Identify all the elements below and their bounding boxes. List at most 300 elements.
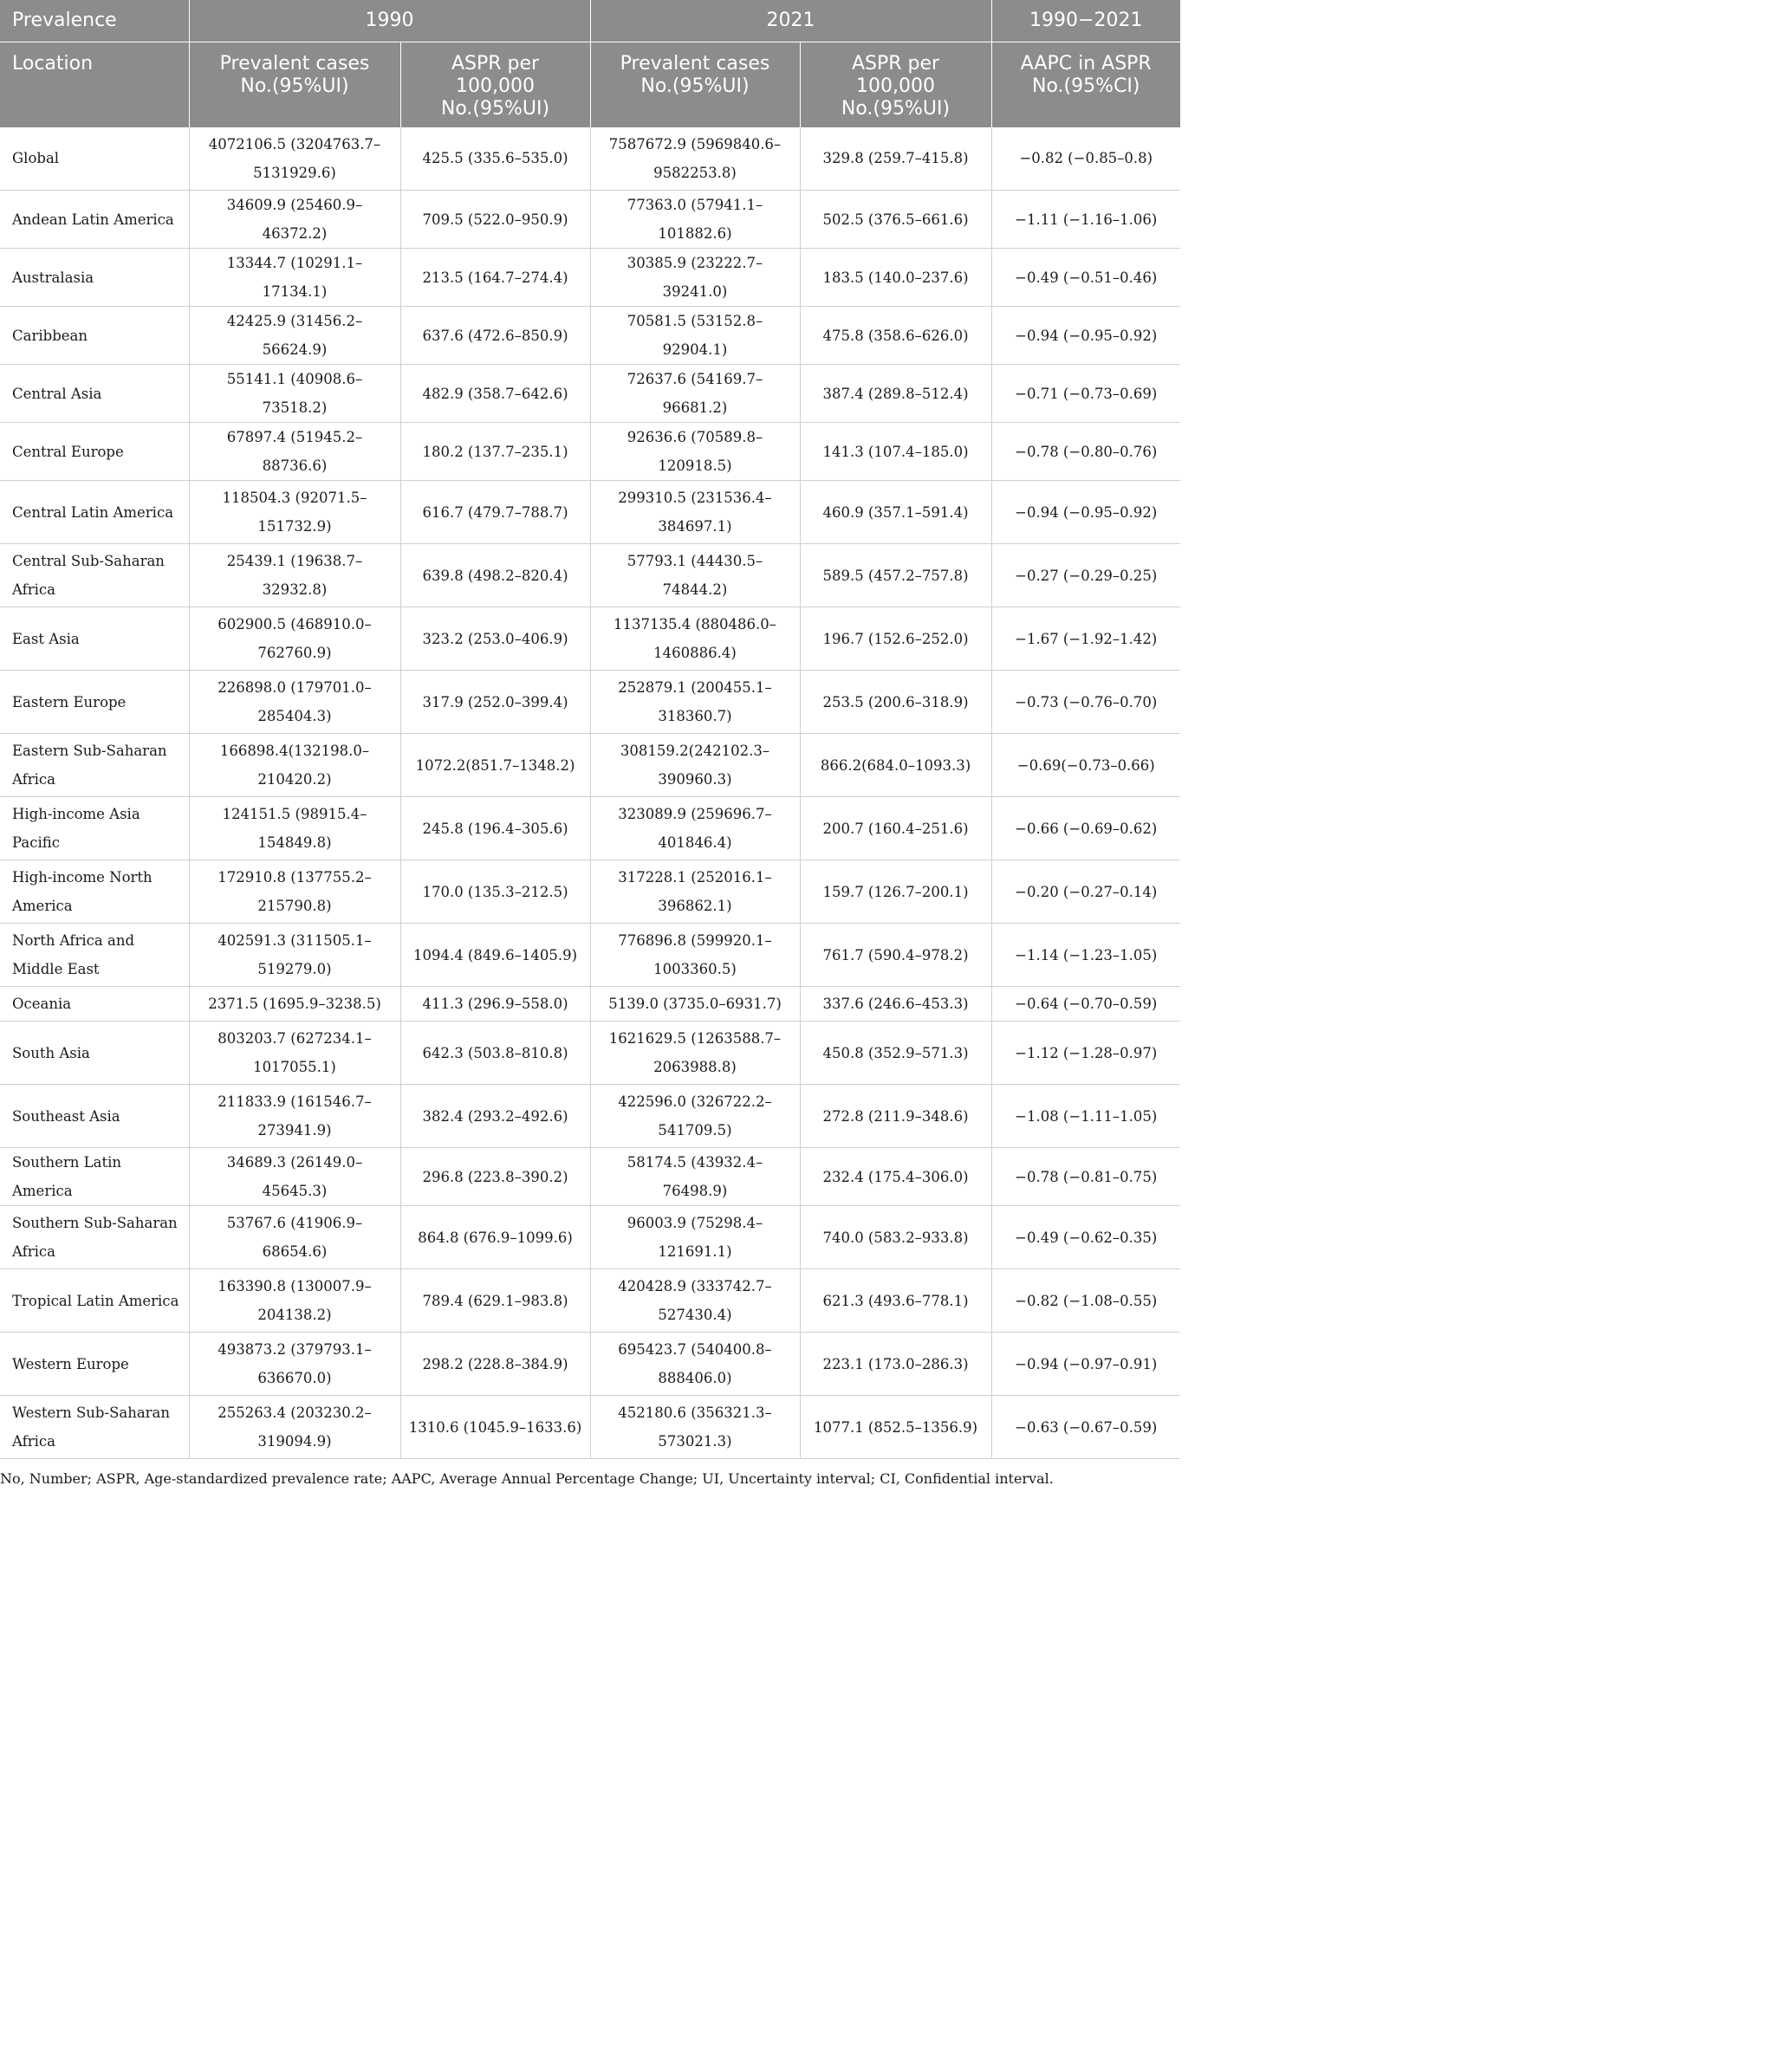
cell-line: 34609.9 (25460.9–46372.2) — [226, 197, 363, 242]
table-row — [0, 924, 1180, 987]
cell-line: 180.2 (137.7–235.1) — [422, 443, 568, 460]
cell-line: −0.94 (−0.95–0.92) — [1015, 327, 1158, 344]
cell-line: 285404.3) — [257, 708, 332, 724]
cell-line: 493873.2 (379793.1– — [218, 1341, 372, 1358]
header-year-range: 1990−2021 — [991, 0, 1180, 42]
cell-line: 637.6 (472.6–850.9) — [422, 327, 568, 344]
cell-line: 475.8 (358.6–626.0) — [822, 327, 969, 344]
cell-line: −0.73 (−0.76–0.70) — [1015, 693, 1158, 710]
aapc-cell — [991, 860, 1180, 924]
cell-line: −0.82 (−1.08–0.55) — [1015, 1292, 1158, 1309]
aspr-2021-cell — [800, 307, 991, 365]
cell-line: 1072.2(851.7–1348.2) — [415, 756, 575, 774]
cell-line: −1.08 (−1.11–1.05) — [1015, 1107, 1158, 1125]
cell-line: 34689.3 (26149.0–45645.3) — [226, 1154, 363, 1199]
aspr-2021-cell — [800, 127, 991, 191]
cell-line: 1094.4 (849.6–1405.9) — [412, 946, 578, 963]
header-line: Prevalent cases — [620, 53, 770, 75]
cell-line: 1621629.5 (1263588.7– — [608, 1030, 782, 1047]
cell-line: 2371.5 (1695.9–3238.5) — [208, 996, 381, 1012]
cell-line: Western Europe — [12, 1355, 129, 1372]
cases-1990-cell — [189, 544, 400, 607]
table-row — [0, 671, 1180, 734]
aspr-1990-cell — [400, 607, 590, 671]
cell-line: Southern Sub-Saharan — [12, 1215, 178, 1231]
table-row — [0, 423, 1180, 481]
header-line: No.(95%UI) — [440, 98, 550, 120]
cases-1990-cell — [189, 1206, 400, 1269]
header-line: 100,000 — [456, 75, 535, 97]
header-line: No.(95%UI) — [640, 75, 750, 97]
cases-2021-cell — [590, 1206, 800, 1269]
cell-line: 170.0 (135.3–212.5) — [422, 883, 568, 900]
cell-line: 159.7 (126.7–200.1) — [822, 883, 969, 900]
cell-line: −0.64 (−0.70–0.59) — [1015, 996, 1158, 1012]
aapc-cell — [991, 544, 1180, 607]
location-cell — [0, 365, 189, 423]
cell-line: 183.5 (140.0–237.6) — [822, 269, 969, 286]
cell-line: 323.2 (253.0–406.9) — [422, 630, 568, 647]
aapc-cell — [991, 607, 1180, 671]
table-header — [0, 0, 1180, 127]
cell-line: −0.49 (−0.62–0.35) — [1015, 1229, 1158, 1246]
cases-2021-cell — [590, 544, 800, 607]
location-cell — [0, 127, 189, 191]
cell-line: 30385.9 (23222.7–39241.0) — [627, 255, 763, 300]
cell-line: South Asia — [12, 1044, 90, 1061]
cell-line: 57793.1 (44430.5–74844.2) — [627, 553, 763, 598]
cell-line: 92636.6 (70589.8–120918.5) — [627, 429, 763, 474]
cases-2021-cell — [590, 924, 800, 987]
cell-line: 642.3 (503.8–810.8) — [422, 1044, 568, 1061]
cell-line: High-income North — [12, 869, 153, 886]
cell-line: 803203.7 (627234.1– — [218, 1030, 372, 1047]
aspr-1990-cell — [400, 1022, 590, 1085]
cell-line: Australasia — [12, 269, 94, 286]
location-cell — [0, 249, 189, 307]
cell-line: 77363.0 (57941.1–101882.6) — [627, 197, 763, 242]
cell-line: Africa — [12, 581, 55, 598]
cases-1990-cell — [189, 1333, 400, 1396]
cell-line: 2063988.8) — [653, 1059, 737, 1075]
cell-line: 317228.1 (252016.1– — [618, 869, 772, 886]
cell-line: 589.5 (457.2–757.8) — [822, 567, 969, 584]
cases-1990-cell — [189, 924, 400, 987]
cases-1990-cell — [189, 191, 400, 249]
cell-line: −0.69(−0.73–0.66) — [1016, 756, 1155, 774]
cell-line: 196.7 (152.6–252.0) — [822, 630, 969, 647]
cell-line: 245.8 (196.4–305.6) — [422, 820, 568, 837]
cell-line: 519279.0) — [257, 961, 332, 977]
cell-line: 154849.8) — [257, 834, 332, 851]
aspr-2021-cell — [800, 481, 991, 544]
cell-line: 58174.5 (43932.4–76498.9) — [627, 1154, 763, 1199]
aspr-2021-cell — [800, 249, 991, 307]
aapc-cell — [991, 249, 1180, 307]
aspr-1990-cell — [400, 1333, 590, 1396]
cases-2021-cell — [590, 1022, 800, 1085]
cases-2021-cell — [590, 365, 800, 423]
table-row — [0, 544, 1180, 607]
aspr-2021-cell — [800, 1148, 991, 1206]
cell-line: 96003.9 (75298.4–121691.1) — [627, 1215, 763, 1260]
header-line: ASPR per — [451, 53, 540, 75]
cell-line: 401846.4) — [658, 834, 732, 851]
cell-line: −1.11 (−1.16–1.06) — [1015, 211, 1158, 228]
cell-line: 215790.8) — [257, 898, 332, 914]
aspr-1990-cell — [400, 734, 590, 797]
cell-line: 298.2 (228.8–384.9) — [422, 1355, 568, 1372]
aspr-1990-cell — [400, 860, 590, 924]
cell-line: 636670.0) — [257, 1370, 332, 1386]
location-cell — [0, 1022, 189, 1085]
header-aspr-1990 — [400, 42, 590, 127]
table-row — [0, 797, 1180, 860]
location-cell — [0, 734, 189, 797]
cell-line: 67897.4 (51945.2–88736.6) — [226, 429, 363, 474]
aspr-1990-cell — [400, 1148, 590, 1206]
prevalence-table — [0, 0, 1180, 1459]
aapc-cell — [991, 1269, 1180, 1333]
cell-line: 4072106.5 (3204763.7– — [208, 135, 381, 152]
cell-line: 299310.5 (231536.4– — [618, 490, 772, 506]
aspr-2021-cell — [800, 191, 991, 249]
cases-1990-cell — [189, 365, 400, 423]
aspr-1990-cell — [400, 924, 590, 987]
aspr-1990-cell — [400, 797, 590, 860]
cell-line: 450.8 (352.9–571.3) — [822, 1044, 969, 1061]
table-row — [0, 249, 1180, 307]
aapc-cell — [991, 1206, 1180, 1269]
cell-line: −0.20 (−0.27–0.14) — [1015, 883, 1158, 900]
header-aspr-2021 — [800, 42, 991, 127]
aspr-2021-cell — [800, 607, 991, 671]
cell-line: 166898.4(132198.0– — [219, 743, 370, 759]
cell-line: 200.7 (160.4–251.6) — [822, 820, 969, 837]
cell-line: −0.27 (−0.29–0.25) — [1015, 567, 1158, 584]
cases-2021-cell — [590, 191, 800, 249]
aapc-cell — [991, 127, 1180, 191]
cell-line: −1.67 (−1.92–1.42) — [1015, 630, 1158, 647]
cases-2021-cell — [590, 607, 800, 671]
aspr-2021-cell — [800, 734, 991, 797]
cell-line: 1077.1 (852.5–1356.9) — [813, 1418, 978, 1436]
cell-line: 13344.7 (10291.1–17134.1) — [226, 255, 363, 300]
aapc-cell — [991, 365, 1180, 423]
aapc-cell — [991, 1396, 1180, 1459]
cell-line: Africa — [12, 1243, 55, 1260]
header-year-1990: 1990 — [189, 0, 590, 42]
table-footnote: No, Number; ASPR, Age-standardized prevalence rate; AAPC, Average Annual Percentage Change; UI, Uncertainty interval; CI, Confidential interval. — [0, 1470, 1054, 1487]
cell-line: America — [12, 898, 73, 914]
cell-line: 232.4 (175.4–306.0) — [822, 1168, 969, 1185]
aspr-1990-cell — [400, 191, 590, 249]
cell-line: Oceania — [12, 996, 72, 1012]
aspr-2021-cell — [800, 423, 991, 481]
aspr-2021-cell — [800, 1085, 991, 1148]
cell-line: 639.8 (498.2–820.4) — [422, 567, 568, 584]
cases-2021-cell — [590, 249, 800, 307]
cell-line: −1.14 (−1.23–1.05) — [1015, 946, 1158, 963]
aspr-2021-cell — [800, 987, 991, 1022]
cell-line: Eastern Europe — [12, 693, 127, 710]
cell-line: 118504.3 (92071.5– — [222, 490, 367, 506]
cases-1990-cell — [189, 1396, 400, 1459]
header-cases-1990 — [189, 42, 400, 127]
aapc-cell — [991, 191, 1180, 249]
cell-line: 141.3 (107.4–185.0) — [822, 443, 969, 460]
aapc-cell — [991, 924, 1180, 987]
table-row — [0, 307, 1180, 365]
cell-line: 211833.9 (161546.7– — [218, 1093, 372, 1110]
table-row — [0, 860, 1180, 924]
location-cell — [0, 1333, 189, 1396]
cases-2021-cell — [590, 127, 800, 191]
cell-line: 422596.0 (326722.2– — [618, 1093, 772, 1110]
location-cell — [0, 307, 189, 365]
aspr-2021-cell — [800, 860, 991, 924]
aspr-1990-cell — [400, 307, 590, 365]
cell-line: 337.6 (246.6–453.3) — [822, 996, 969, 1012]
aspr-2021-cell — [800, 1206, 991, 1269]
location-cell — [0, 924, 189, 987]
header-line: AAPC in ASPR — [1020, 53, 1152, 75]
location-cell — [0, 1085, 189, 1148]
cell-line: Middle East — [12, 961, 100, 977]
cell-line: 866.2(684.0–1093.3) — [820, 756, 971, 774]
table-row — [0, 607, 1180, 671]
cell-line: 460.9 (357.1–591.4) — [822, 503, 969, 521]
aapc-cell — [991, 1085, 1180, 1148]
cases-2021-cell — [590, 860, 800, 924]
cases-2021-cell — [590, 797, 800, 860]
location-cell — [0, 860, 189, 924]
cell-line: 25439.1 (19638.7–32932.8) — [226, 553, 363, 598]
cases-2021-cell — [590, 423, 800, 481]
cell-line: −0.66 (−0.69–0.62) — [1015, 820, 1158, 837]
cell-line: 7587672.9 (5969840.6– — [608, 135, 782, 152]
cell-line: Global — [12, 150, 60, 167]
cell-line: −0.71 (−0.73–0.69) — [1015, 385, 1158, 402]
cell-line: 425.5 (335.6–535.0) — [422, 150, 568, 167]
cell-line: 210420.2) — [257, 771, 332, 788]
location-cell — [0, 544, 189, 607]
aspr-2021-cell — [800, 544, 991, 607]
aspr-2021-cell — [800, 671, 991, 734]
cell-line: 1460886.4) — [653, 645, 737, 661]
header-line: ASPR per — [851, 53, 940, 75]
cell-line: 709.5 (522.0–950.9) — [422, 211, 568, 228]
cell-line: 272.8 (211.9–348.6) — [822, 1107, 969, 1125]
cell-line: 411.3 (296.9–558.0) — [422, 996, 568, 1012]
cell-line: 72637.6 (54169.7–96681.2) — [627, 371, 763, 416]
cases-1990-cell — [189, 1269, 400, 1333]
cell-line: 541709.5) — [658, 1122, 732, 1139]
table-row — [0, 1333, 1180, 1396]
cell-line: 163390.8 (130007.9– — [218, 1278, 372, 1294]
location-cell — [0, 481, 189, 544]
cell-line: Central Latin America — [12, 503, 174, 521]
cell-line: 308159.2(242102.3– — [620, 743, 770, 759]
cell-line: 502.5 (376.5–661.6) — [822, 211, 969, 228]
table-row — [0, 1269, 1180, 1333]
location-cell — [0, 423, 189, 481]
aspr-1990-cell — [400, 365, 590, 423]
location-cell — [0, 1396, 189, 1459]
cell-line: 740.0 (583.2–933.8) — [822, 1229, 969, 1246]
location-cell — [0, 1148, 189, 1206]
aapc-cell — [991, 671, 1180, 734]
aspr-1990-cell — [400, 481, 590, 544]
cell-line: −0.78 (−0.81–0.75) — [1015, 1168, 1158, 1185]
cell-line: 452180.6 (356321.3– — [618, 1405, 772, 1421]
header-prevalence: Prevalence — [0, 0, 189, 42]
cell-line: 70581.5 (53152.8–92904.1) — [627, 313, 763, 358]
cases-1990-cell — [189, 1148, 400, 1206]
location-cell — [0, 607, 189, 671]
cases-1990-cell — [189, 860, 400, 924]
aspr-2021-cell — [800, 1269, 991, 1333]
aspr-1990-cell — [400, 1085, 590, 1148]
table-row — [0, 987, 1180, 1022]
cases-2021-cell — [590, 987, 800, 1022]
aspr-1990-cell — [400, 671, 590, 734]
table-row — [0, 365, 1180, 423]
cell-line: 273941.9) — [257, 1122, 332, 1139]
aspr-2021-cell — [800, 1333, 991, 1396]
cell-line: −0.94 (−0.95–0.92) — [1015, 503, 1158, 521]
cell-line: 420428.9 (333742.7– — [618, 1278, 772, 1294]
cell-line: Southern Latin America — [12, 1154, 121, 1199]
cases-1990-cell — [189, 307, 400, 365]
cell-line: 53767.6 (41906.9–68654.6) — [226, 1215, 363, 1260]
table-body — [0, 127, 1180, 1459]
cases-2021-cell — [590, 1396, 800, 1459]
header-line: No.(95%UI) — [240, 75, 349, 97]
aspr-2021-cell — [800, 365, 991, 423]
cell-line: 151732.9) — [257, 518, 332, 535]
cell-line: Southeast Asia — [12, 1107, 120, 1125]
table-row — [0, 481, 1180, 544]
cell-line: 384697.1) — [658, 518, 732, 535]
table-row — [0, 1148, 1180, 1206]
cell-line: 5139.0 (3735.0–6931.7) — [608, 996, 782, 1012]
cell-line: 329.8 (259.7–415.8) — [822, 150, 969, 167]
cell-line: Pacific — [12, 834, 60, 851]
cell-line: 573021.3) — [658, 1433, 732, 1450]
cell-line: 864.8 (676.9–1099.6) — [418, 1229, 573, 1246]
cell-line: 1137135.4 (880486.0– — [614, 616, 776, 633]
aapc-cell — [991, 1022, 1180, 1085]
cell-line: 319094.9) — [257, 1433, 332, 1450]
cell-line: 172910.8 (137755.2– — [218, 869, 372, 886]
cell-line: North Africa and — [12, 932, 135, 949]
cases-2021-cell — [590, 1085, 800, 1148]
cell-line: Caribbean — [12, 327, 88, 344]
aspr-1990-cell — [400, 1206, 590, 1269]
cell-line: 396862.1) — [658, 898, 732, 914]
aapc-cell — [991, 797, 1180, 860]
cell-line: 317.9 (252.0–399.4) — [422, 693, 568, 710]
aspr-2021-cell — [800, 924, 991, 987]
cell-line: 482.9 (358.7–642.6) — [422, 385, 568, 402]
header-line: Prevalent cases — [219, 53, 370, 75]
table-row — [0, 1085, 1180, 1148]
cases-1990-cell — [189, 1022, 400, 1085]
cell-line: Central Asia — [12, 385, 102, 402]
aapc-cell — [991, 307, 1180, 365]
cell-line: 695423.7 (540400.8– — [618, 1341, 772, 1358]
aspr-1990-cell — [400, 1269, 590, 1333]
cell-line: Central Sub-Saharan — [12, 553, 165, 569]
location-cell — [0, 191, 189, 249]
table-row — [0, 1206, 1180, 1269]
cell-line: 621.3 (493.6–778.1) — [822, 1292, 969, 1309]
cell-line: 204138.2) — [257, 1307, 332, 1323]
aspr-2021-cell — [800, 797, 991, 860]
cell-line: Africa — [12, 771, 55, 788]
aspr-1990-cell — [400, 544, 590, 607]
cell-line: 1310.6 (1045.9–1633.6) — [408, 1418, 582, 1436]
location-cell — [0, 671, 189, 734]
header-location: Location — [0, 42, 189, 127]
cell-line: 255263.4 (203230.2– — [218, 1405, 372, 1421]
aapc-cell — [991, 987, 1180, 1022]
aspr-1990-cell — [400, 1396, 590, 1459]
cell-line: High-income Asia — [12, 806, 140, 822]
header-line: No.(95%UI) — [841, 98, 951, 120]
cell-line: 616.7 (479.7–788.7) — [422, 503, 568, 521]
cell-line: 888406.0) — [658, 1370, 732, 1386]
cases-2021-cell — [590, 1269, 800, 1333]
cell-line: −0.63 (−0.67–0.59) — [1015, 1418, 1158, 1436]
cell-line: 213.5 (164.7–274.4) — [422, 269, 568, 286]
aapc-cell — [991, 423, 1180, 481]
header-line: No.(95%CI) — [1032, 75, 1140, 97]
cell-line: −0.78 (−0.80–0.76) — [1015, 443, 1158, 460]
cell-line: 789.4 (629.1–983.8) — [422, 1292, 568, 1309]
cases-1990-cell — [189, 1085, 400, 1148]
cell-line: 1017055.1) — [253, 1059, 336, 1075]
cases-1990-cell — [189, 607, 400, 671]
cell-line: 323089.9 (259696.7– — [618, 806, 772, 822]
cell-line: 5131929.6) — [253, 164, 336, 181]
cell-line: Andean Latin America — [12, 211, 174, 228]
table-row — [0, 127, 1180, 191]
location-cell — [0, 1206, 189, 1269]
cell-line: 602900.5 (468910.0– — [218, 616, 372, 633]
cell-line: 387.4 (289.8–512.4) — [822, 385, 969, 402]
cell-line: 382.4 (293.2–492.6) — [422, 1107, 568, 1125]
cell-line: −0.82 (−0.85–0.8) — [1019, 150, 1153, 167]
cell-line: East Asia — [12, 630, 80, 647]
aapc-cell — [991, 481, 1180, 544]
cell-line: Central Europe — [12, 443, 124, 460]
cases-1990-cell — [189, 734, 400, 797]
cases-1990-cell — [189, 671, 400, 734]
cell-line: 318360.7) — [658, 708, 732, 724]
cases-2021-cell — [590, 307, 800, 365]
cell-line: 226898.0 (179701.0– — [218, 679, 372, 696]
cases-1990-cell — [189, 423, 400, 481]
cell-line: 527430.4) — [658, 1307, 732, 1323]
cell-line: 55141.1 (40908.6–73518.2) — [226, 371, 363, 416]
location-cell — [0, 797, 189, 860]
cases-2021-cell — [590, 1148, 800, 1206]
aspr-2021-cell — [800, 1396, 991, 1459]
cases-1990-cell — [189, 127, 400, 191]
cases-2021-cell — [590, 734, 800, 797]
